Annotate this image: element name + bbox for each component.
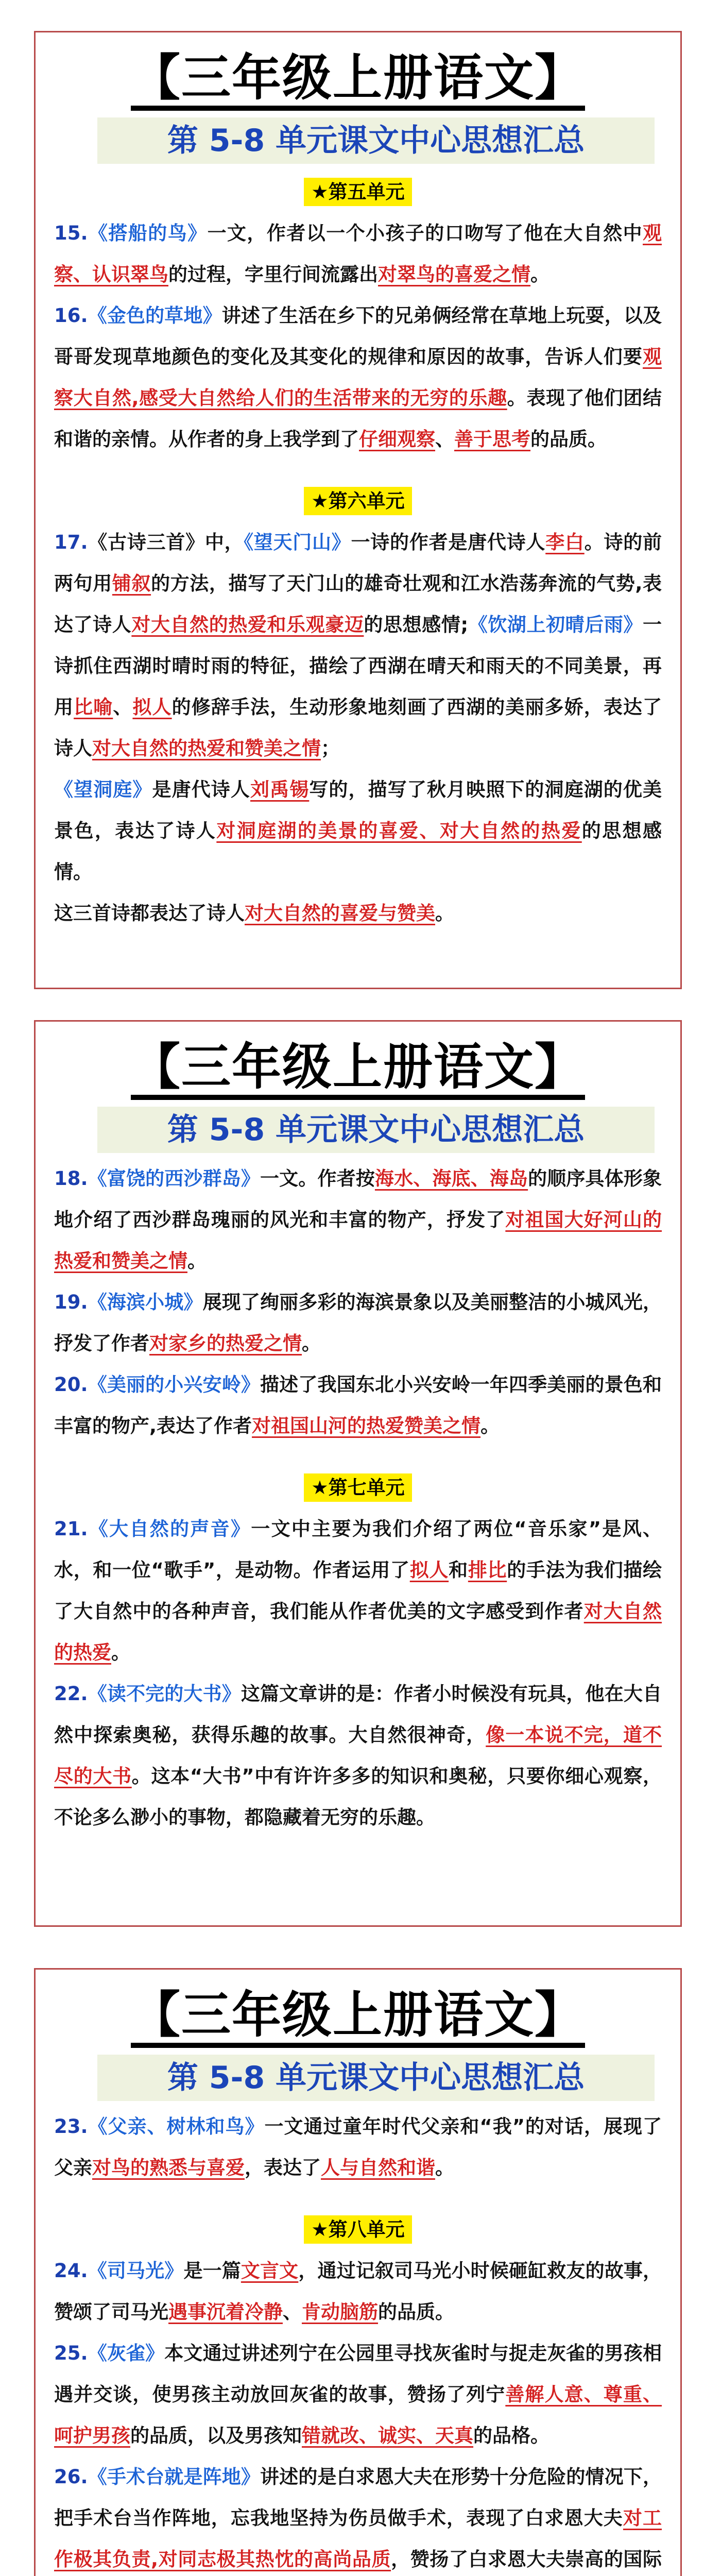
page-title-3: 【三年级上册语文】 <box>36 1990 680 2048</box>
card-1 <box>34 31 682 989</box>
page-subtitle: 第 5-8 单元课文中心思想汇总 <box>97 117 655 164</box>
entry-21: 21.《大自然的声音》一文中主要为我们介绍了两位“音乐家”是风、水，和一位“歌手”，是动物。作者运用了拟人和排比的手法为我们描绘了大自然中的各种声音，我们能从作者优美的文字感受到作者对大自然的热爱。 <box>54 1518 662 1664</box>
entry-23: 23.《父亲、树林和鸟》一文通过童年时代父亲和“我”的对话，展现了父亲对鸟的熟悉与喜爱，表达了人与自然和谐。 <box>54 2115 662 2179</box>
entry-18: 18.《富饶的西沙群岛》一文。作者按海水、海底、海岛的顺序具体形象地介绍了西沙群岛瑰丽的风光和丰富的物产，抒发了对祖国大好河山的热爱和赞美之情。 <box>54 1167 662 1272</box>
unit-8-tag: ★第八单元 <box>54 2209 662 2250</box>
entry-26: 26.《手术台就是阵地》讲述的是白求恩大夫在形势十分危险的情况下，把手术台当作阵地，忘我地坚持为伤员做手术，表现了白求恩大夫对工作极其负责,对同志极其热忱的高尚品质，赞扬了白求恩大夫崇高的国际 <box>54 2466 662 2570</box>
entry-17: 17.《古诗三首》中，《望天门山》一诗的作者是唐代诗人李白。诗的前两句用铺叙的方法，描写了天门山的雄奇壮观和江水浩荡奔流的气势,表达了诗人对大自然的热爱和乐观豪迈的思想感情;《饮湖上初晴后雨》一诗抓住西湖时晴时雨的特征，描绘了西湖在晴天和雨天的不同美景，再用比喻、拟人的修辞手法，生动形象地刻画了西湖的美丽多娇，表达了诗人对大自然的热爱和赞美之情； 《望洞庭》是唐代诗人刘禹锡写的，描写了秋月映照下的洞庭湖的优美景色，表达了诗人对洞庭湖的美景的喜爱、对大自然的热爱的思想感情。 这三首诗都表达了诗人对大自然的喜爱与赞美。 <box>54 531 662 924</box>
card-2-body <box>54 1158 662 1838</box>
card-1-body <box>54 172 662 934</box>
entry-22: 22.《读不完的大书》这篇文章讲的是：作者小时候没有玩具，他在大自然中探索奥秘，获得乐趣的故事。大自然很神奇，像一本说不完，道不尽的大书。这本“大书”中有许许多多的知识和奥秘，只要你细心观察，不论多么渺小的事物，都隐藏着无穷的乐趣。 <box>54 1683 662 1828</box>
unit-5-tag: ★第五单元 <box>54 172 662 213</box>
card-3 <box>34 1968 682 2576</box>
entry-16: 16.《金色的草地》讲述了生活在乡下的兄弟俩经常在草地上玩耍，以及哥哥发现草地颜色的变化及其变化的规律和原因的故事，告诉人们要观察大自然,感受大自然给人们的生活带来的无穷的乐趣。表现了他们团结和谐的亲情。从作者的身上我学到了仔细观察、善于思考的品质。 <box>54 304 662 450</box>
unit-7-tag: ★第七单元 <box>54 1467 662 1509</box>
entry-15: 15.《搭船的鸟》一文，作者以一个小孩子的口吻写了他在大自然中观察、认识翠鸟的过程，字里行间流露出对翠鸟的喜爱之情。 <box>54 222 662 285</box>
page-subtitle-3: 第 5-8 单元课文中心思想汇总 <box>97 2055 655 2101</box>
entry-19: 19.《海滨小城》展现了绚丽多彩的海滨景象以及美丽整洁的小城风光，抒发了作者对家乡的热爱之情。 <box>54 1291 662 1354</box>
entry-24: 24.《司马光》是一篇文言文，通过记叙司马光小时候砸缸救友的故事，赞颂了司马光遇事沉着冷静、肯动脑筋的品质。 <box>54 2260 662 2323</box>
entry-25: 25.《灰雀》本文通过讲述列宁在公园里寻找灰雀时与捉走灰雀的男孩相遇并交谈，使男孩主动放回灰雀的故事，赞扬了列宁善解人意、尊重、呵护男孩的品质，以及男孩知错就改、诚实、天真的品格。 <box>54 2342 662 2447</box>
unit-6-tag: ★第六单元 <box>54 481 662 522</box>
page-title: 【三年级上册语文】 <box>36 53 680 111</box>
entry-20: 20.《美丽的小兴安岭》描述了我国东北小兴安岭一年四季美丽的景色和丰富的物产,表达了作者对祖国山河的热爱赞美之情。 <box>54 1374 662 1437</box>
card-2 <box>34 1020 682 1927</box>
page-subtitle-2: 第 5-8 单元课文中心思想汇总 <box>97 1107 655 1153</box>
card-3-body <box>54 2106 662 2576</box>
page-title-2: 【三年级上册语文】 <box>36 1042 680 1100</box>
